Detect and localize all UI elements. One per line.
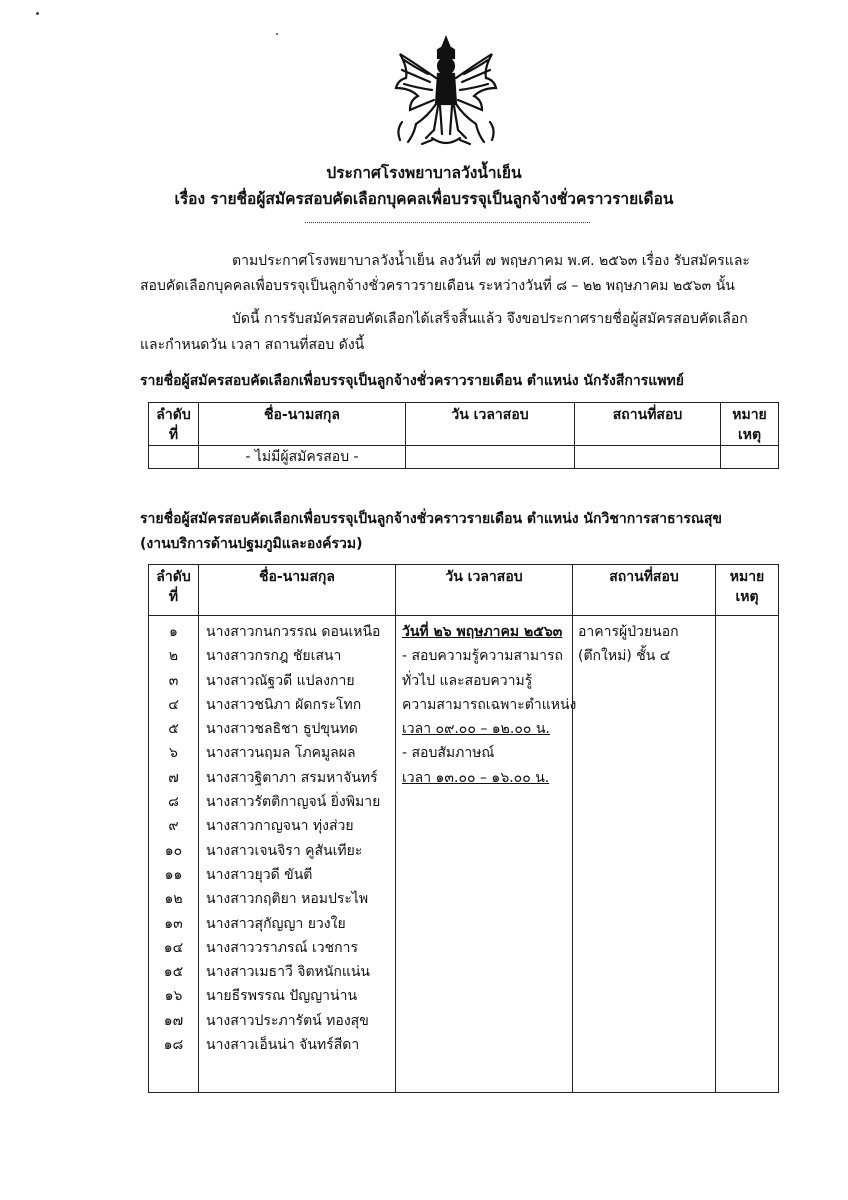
column-header-no [149,565,199,616]
intro-paragraph-1-line-1: ตามประกาศโรงพยาบาลวังน้ำเย็น ลงวันที่ ๗ พฤษภาคม พ.ศ. ๒๕๖๓ เรื่อง รับสมัครและ [232,253,750,269]
applicant-name: นางสาวเจนจิรา คูสันเทียะ [206,842,363,859]
applicant-name: นางสาวเมธาวี จิตหนักแน่น [206,964,371,981]
title-divider [305,222,590,223]
exam-schedule-line-4: - สอบสัมภาษณ์ [402,745,495,762]
announcement-title: ประกาศโรงพยาบาลวังน้ำเย็น [326,164,522,182]
applicant-name: นางสาวกาญจนา ทุ่งส่วย [206,818,354,835]
applicant-name: นางสาวณัฐวดี แปลงกาย [206,672,355,689]
column-header-exam-place: สถานที่สอบ [573,565,716,616]
row-number: ๑๘ [163,1037,184,1054]
exam-time-1: เวลา ๐๙.๐๐ – ๑๒.๐๐ น. [402,721,550,738]
column-header-exam-time: วัน เวลาสอบ [396,565,573,616]
column-header-no [149,403,199,446]
column-header-exam-place: สถานที่สอบ [575,403,721,446]
column-header-name: ชื่อ-นามสกุล [199,565,396,616]
name-list [199,620,395,1057]
column-header-note-line-2: เหตุ [737,427,762,443]
row-number: ๒ [168,648,179,665]
column-header-note [721,403,779,446]
intro-paragraph-2-line-2: และกำหนดวัน เวลา สถานที่สอบ ดังนี้ [140,337,365,353]
column-header-note-line-1: หมาย [729,569,765,585]
column-header-no-line-2: ที่ [168,589,179,605]
table-header-row [149,403,779,446]
applicant-name: นางสาวประภารัตน์ ทองสุข [206,1012,369,1029]
row-number: ๗ [168,769,179,786]
row-number: ๑๒ [164,891,183,908]
intro-paragraph-2-line-1: บัดนี้ การรับสมัครสอบคัดเลือกได้เสร็จสิ้นแล้ว จึงขอประกาศรายชื่อผู้สมัครสอบคัดเลือก [232,311,748,327]
table-header-row [149,565,779,616]
column-header-no-line-2: ที่ [168,427,179,443]
column-header-name: ชื่อ-นามสกุล [199,403,406,446]
exam-place-line-2: (ตึกใหม่) ชั้น ๔ [578,648,671,665]
exam-schedule-line-3: ความสามารถเฉพาะตำแหน่ง [402,696,577,713]
column-header-exam-time: วัน เวลาสอบ [406,403,575,446]
cell-exam-place [573,616,716,1093]
column-header-no-line-1: ลำดับ [156,569,191,585]
scan-speck [36,12,39,15]
exam-place-line-1: อาคารผู้ป่วยนอก [578,624,679,640]
row-number: ๑๖ [164,988,183,1005]
exam-schedule [396,620,577,790]
applicant-name: นางสาววราภรณ์ เวชการ [206,939,358,956]
row-number: ๖ [169,745,178,762]
row-number: ๘ [168,794,179,811]
row-number: ๔ [168,696,179,713]
row-number: ๑๗ [163,1012,184,1029]
applicant-name: นางสาวยุวดี ขันตี [206,866,313,883]
exam-schedule-line-1: - สอบความรู้ความสามารถ [402,648,563,665]
cell-exam-schedule [396,616,577,1093]
row-number: ๑๑ [164,866,183,883]
applicant-name: นางสาวรัตติกาญจน์ ยิ่งพิมาย [206,794,381,811]
section-1-table [148,402,779,469]
applicant-name: นางสาวชนิภา ผัดกระโทก [206,696,362,713]
section-2-heading-line-1: รายชื่อผู้สมัครสอบคัดเลือกเพื่อบรรจุเป็นลูกจ้างชั่วคราวรายเดือน ตำแหน่ง นักวิชาการสาธารณสุข [140,511,722,527]
exam-time-2: เวลา ๑๓.๐๐ – ๑๖.๐๐ น. [402,769,550,786]
row-number: ๑๓ [164,915,183,932]
cell-no-applicants [199,446,406,469]
applicant-name: นางสาวสุกัญญา ยวงใย [206,915,346,932]
intro-paragraph-1-line-2: สอบคัดเลือกบุคคลเพื่อบรรจุเป็นลูกจ้างชั่วคราวรายเดือน ระหว่างวันที่ ๘ – ๒๒ พฤษภาคม ๒๕๖๓ นั้น [140,278,735,294]
row-number: ๑๕ [163,964,184,981]
row-number: ๓ [168,672,179,689]
announcement-subject: เรื่อง รายชื่อผู้สมัครสอบคัดเลือกบุคคลเพื่อบรรจุเป็นลูกจ้างชั่วคราวรายเดือน [174,190,674,208]
cell-note [721,446,779,469]
column-header-no-line-1: ลำดับ [156,407,191,423]
cell-exam-time [406,446,575,469]
cell-no-list [149,616,199,1093]
column-header-note-line-1: หมาย [732,407,767,423]
cell-note [716,616,779,1093]
exam-place [573,620,715,669]
row-number: ๑๔ [163,939,184,956]
no-applicants-text: - ไม่มีผู้สมัครสอบ - [245,449,359,465]
table-row [149,446,779,469]
column-header-note [716,565,779,616]
cell-name-list [199,616,396,1093]
section-2-table [148,564,779,1093]
exam-schedule-line-2: ทั่วไป และสอบความรู้ [402,672,533,689]
applicant-name: นายธีรพรรณ ปัญญาน่าน [206,988,358,1005]
exam-date: วันที่ ๒๖ พฤษภาคม ๒๕๖๓ [402,624,563,640]
scan-speck [276,33,278,35]
applicant-name: นางสาวกฤติยา หอมประไพ [206,891,369,908]
section-2-heading-line-2: (งานบริการด้านปฐมภูมิและองค์รวม) [140,536,363,552]
applicant-name: นางสาวชลธิชา ธูปขุนทด [206,721,358,738]
applicant-name: นางสาวกรกฎ ชัยเสนา [206,648,342,665]
row-number: ๑๐ [164,842,183,859]
cell-exam-place [575,446,721,469]
row-number: ๙ [168,818,179,835]
cell-no [149,446,199,469]
table-body-row [149,616,779,1093]
row-number: ๑ [169,624,178,640]
applicant-name: นางสาวฐิตาภา สรมหาจันทร์ [206,769,378,786]
applicant-name: นางสาวนฤมล โภคมูลผล [206,745,356,762]
row-number: ๕ [168,721,179,738]
section-1-heading: รายชื่อผู้สมัครสอบคัดเลือกเพื่อบรรจุเป็นลูกจ้างชั่วคราวรายเดือน ตำแหน่ง นักรังสีการแพทย์ [140,373,684,389]
number-list [149,620,198,1057]
applicant-name: นางสาวเอ็นน่า จันทร์สีดา [206,1037,360,1054]
column-header-note-line-2: เหตุ [735,589,759,605]
applicant-name: นางสาวกนกวรรณ ดอนเหนือ [206,624,381,640]
